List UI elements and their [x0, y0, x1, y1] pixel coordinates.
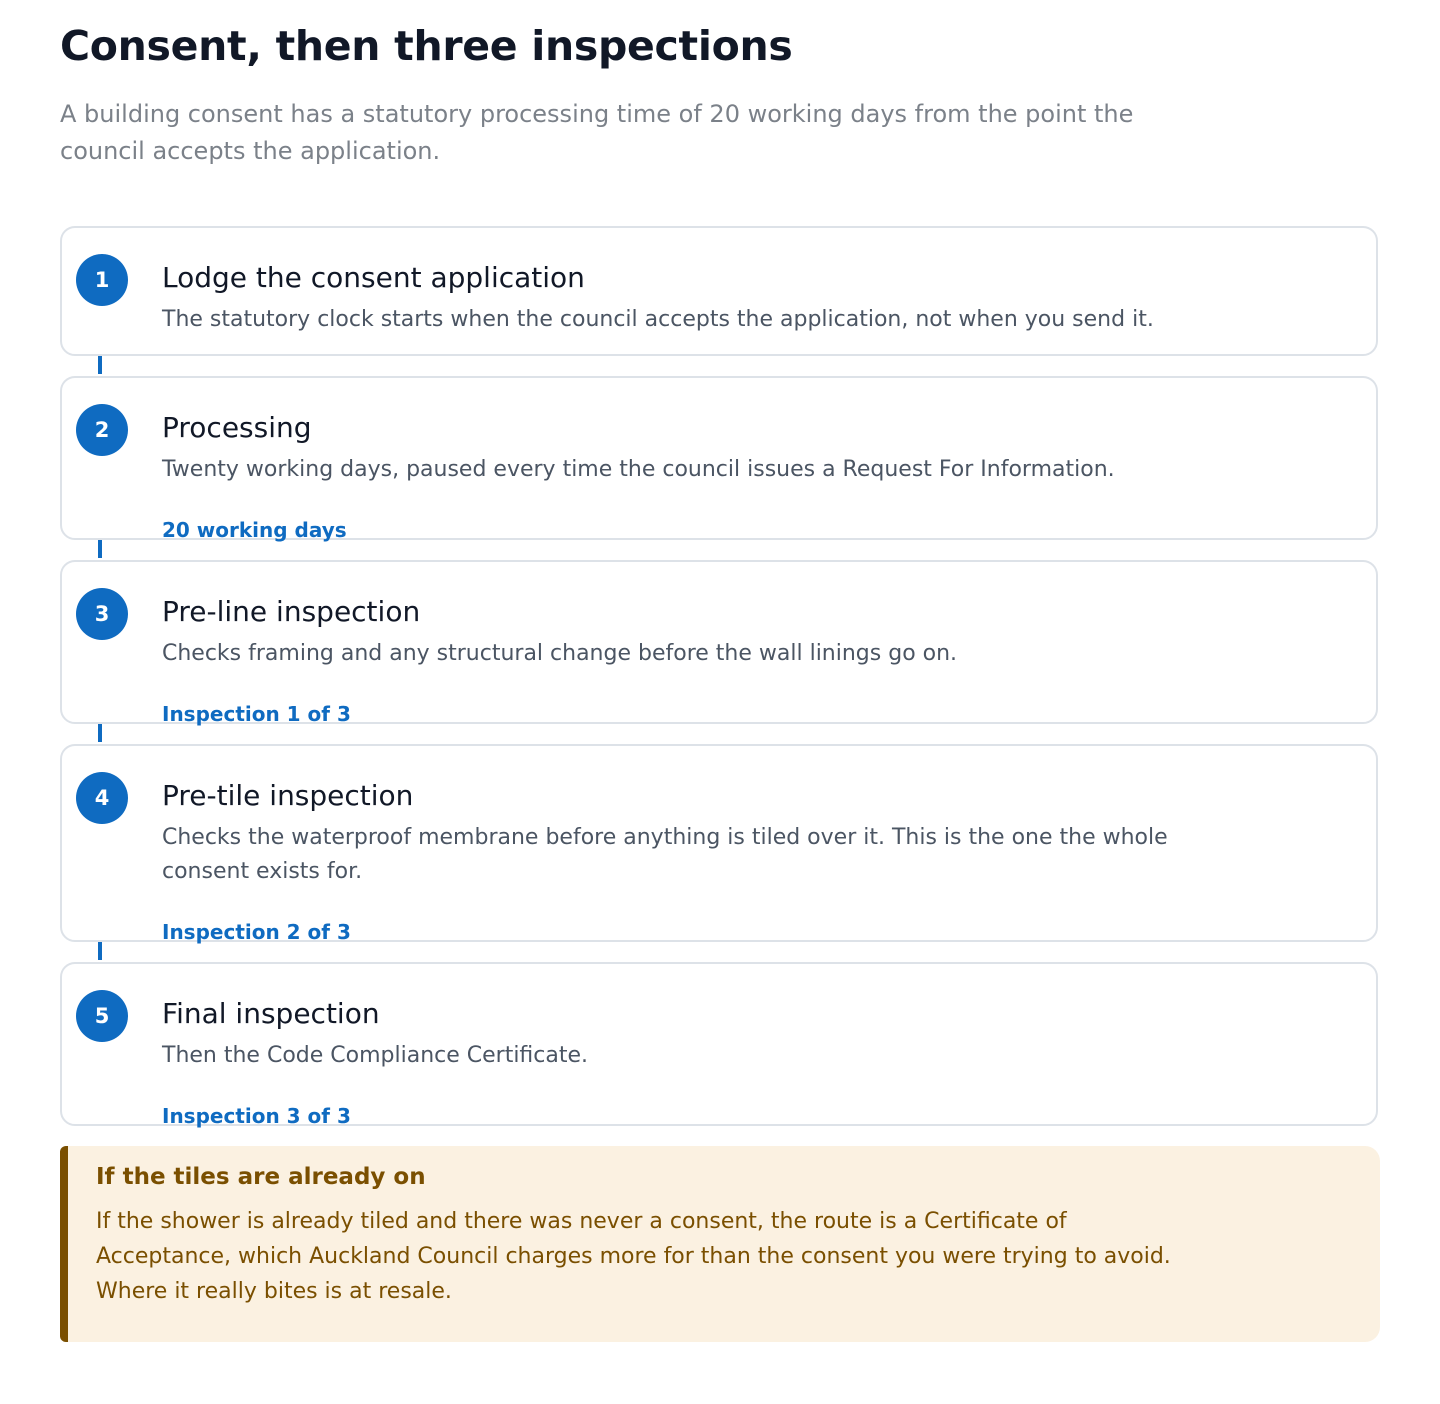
step-card-3 [60, 560, 1378, 724]
callout-title: If the tiles are already on [96, 1164, 426, 1190]
timeline-connector [98, 540, 102, 558]
step-card-4 [60, 744, 1378, 942]
step-description: Then the Code Compliance Certificate. [162, 1043, 589, 1068]
step-card-2 [60, 376, 1378, 540]
step-card-1 [60, 226, 1378, 356]
step-inspection-label: Inspection 2 of 3 [162, 920, 351, 944]
step-title: Processing [162, 411, 312, 444]
step-title: Lodge the consent application [162, 261, 585, 294]
step-number-badge: 2 [76, 404, 128, 456]
page-title: Consent, then three inspections [60, 22, 793, 70]
step-description: Twenty working days, paused every time the council issues a Request For Information. [162, 457, 1115, 482]
timeline-connector [98, 942, 102, 960]
warning-callout [60, 1146, 1380, 1342]
step-number-badge: 5 [76, 990, 128, 1042]
step-inspection-label: Inspection 3 of 3 [162, 1104, 351, 1128]
step-title: Pre-line inspection [162, 595, 421, 628]
step-number-badge: 4 [76, 772, 128, 824]
step-number-badge: 1 [76, 254, 128, 306]
callout-body: If the shower is already tiled and there was never a consent, the route is a Certificate of Acceptance, which Auckland Council charges more for than the consent you were trying to avoid. Where it really bites is at resale. [96, 1209, 1171, 1304]
step-description: Checks the waterproof membrane before anything is tiled over it. This is the one the whole consent exists for. [162, 825, 1168, 884]
step-description: The statutory clock starts when the council accepts the application, not when you send it. [162, 307, 1154, 332]
step-title: Pre-tile inspection [162, 779, 414, 812]
step-title: Final inspection [162, 997, 380, 1030]
step-duration-label: 20 working days [162, 518, 347, 542]
timeline-connector [98, 356, 102, 374]
page-lede: A building consent has a statutory processing time of 20 working days from the point the council accepts the application. [60, 100, 1134, 165]
step-description: Checks framing and any structural change before the wall linings go on. [162, 641, 958, 666]
step-card-5 [60, 962, 1378, 1126]
step-number-badge: 3 [76, 588, 128, 640]
step-inspection-label: Inspection 1 of 3 [162, 702, 351, 726]
timeline-connector [98, 724, 102, 742]
